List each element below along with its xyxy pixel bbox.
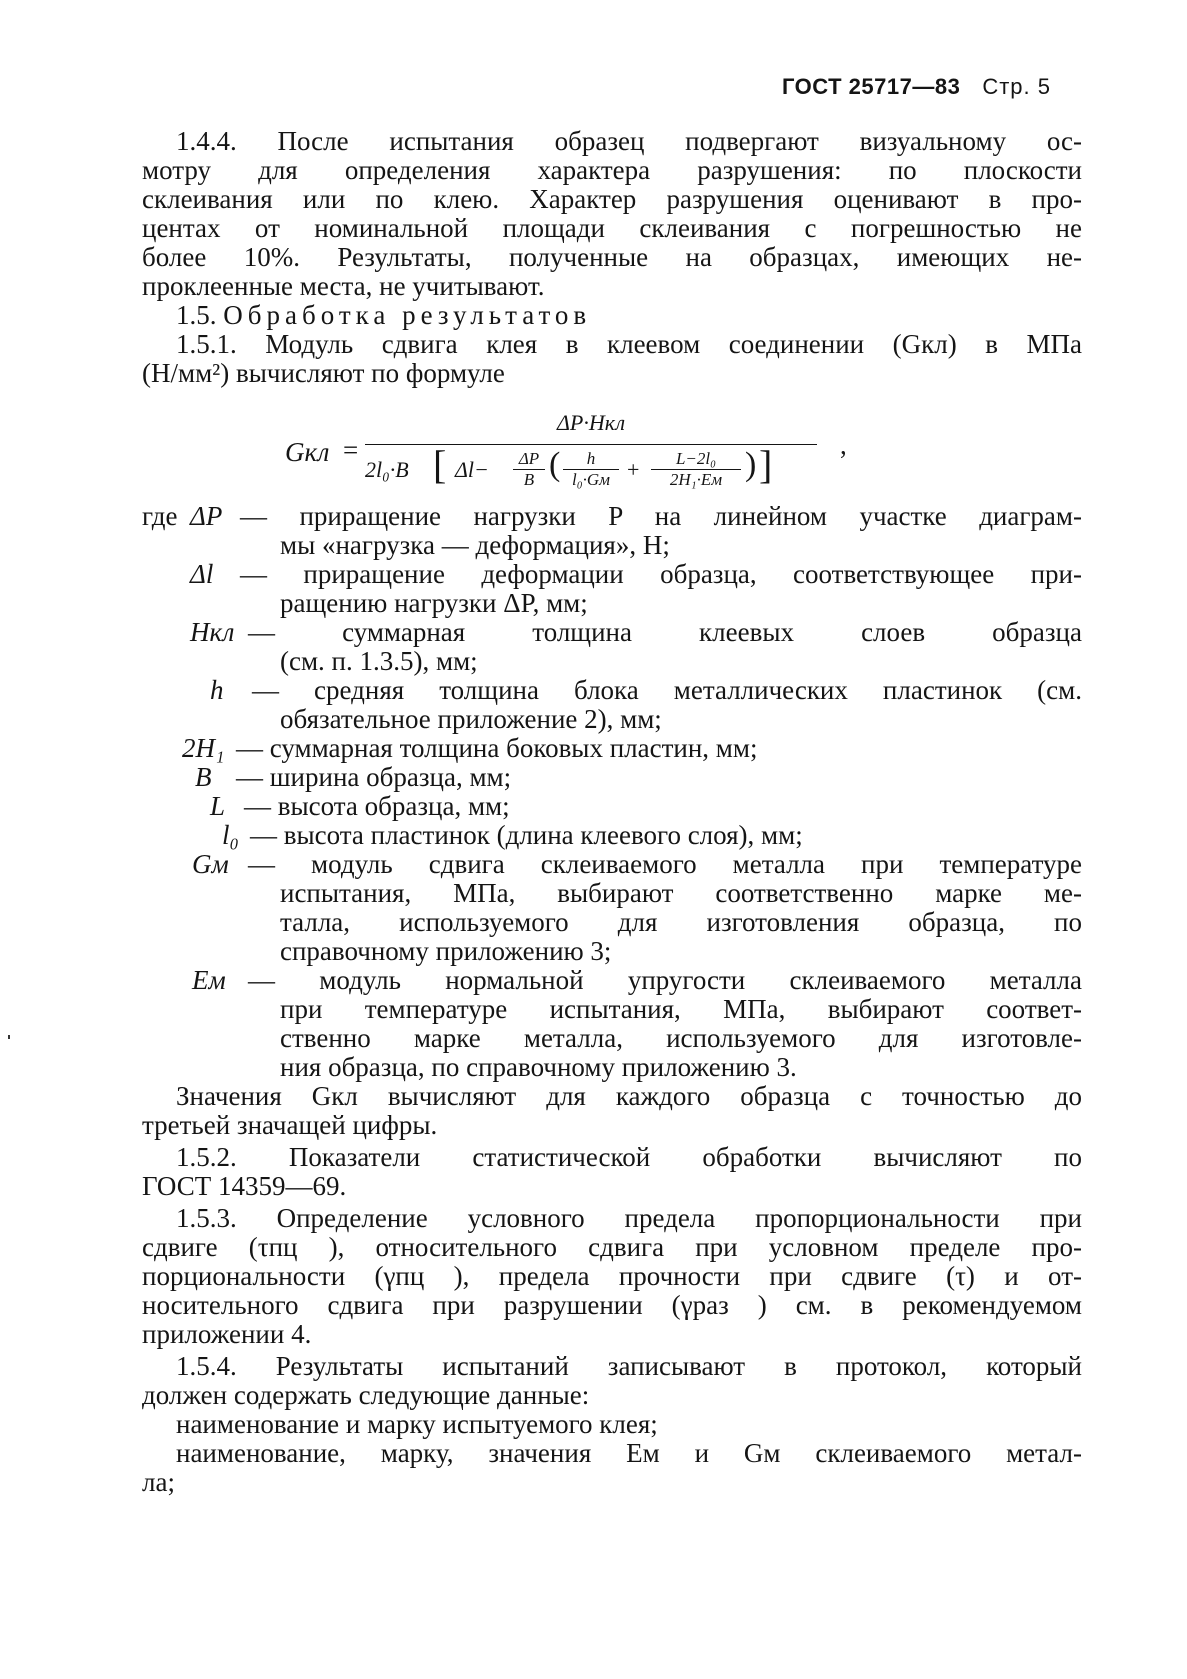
page-header <box>782 74 1082 100</box>
def-symbol: Gм <box>192 849 229 879</box>
def-symbol: 2H₁ <box>182 733 225 763</box>
open-paren: ( <box>549 446 561 483</box>
page-number: Стр. 5 <box>982 74 1052 99</box>
denom-start: 2l₀·B <box>365 457 409 482</box>
def-text: — средняя толщина блока металлических пластинок (см. <box>252 675 1082 705</box>
fraction-h <box>563 449 619 490</box>
formula-comma: , <box>840 430 847 460</box>
plus-sign: + <box>627 457 640 482</box>
def-text: — высота образца, мм; <box>244 791 510 821</box>
def-text: — модуль нормальной упругости склеиваемого металла <box>248 965 1082 995</box>
text-line: наименование и марку испытуемого клея; <box>176 1409 658 1439</box>
fraction-dp-b <box>513 449 545 490</box>
def-symbol: Eм <box>192 965 226 995</box>
text-line: должен содержать следующие данные: <box>142 1380 590 1410</box>
formula-numerator: ΔP·Hкл <box>557 410 626 435</box>
scan-speck <box>8 1035 10 1039</box>
fraction-num: ΔP <box>518 449 540 468</box>
where-label: где <box>142 501 178 531</box>
def-symbol: ΔP <box>190 501 223 531</box>
def-symbol: L <box>210 791 226 821</box>
denom-delta-l: Δl− <box>455 457 489 482</box>
text-line: более 10%. Результаты, полученные на образцах, имеющих не- <box>142 242 1082 272</box>
formula-equals: = <box>343 435 359 465</box>
def-text: ращению нагрузки ΔP, мм; <box>280 588 588 618</box>
text-line: третьей значащей цифры. <box>142 1110 438 1140</box>
def-text: мы «нагрузка — деформация», Н; <box>280 530 670 560</box>
def-text: — суммарная толщина клеевых слоев образца <box>248 617 1082 647</box>
def-text: (см. п. 1.3.5), мм; <box>280 646 478 676</box>
def-symbol: Hкл <box>190 617 235 647</box>
text-line: мотру для определения характера разрушения: по плоскости <box>142 155 1082 185</box>
text-line: 1.5.3. Определение условного предела пропорциональности при <box>176 1203 1082 1233</box>
text-line: Значения Gкл вычисляют для каждого образца с точностью до <box>176 1081 1082 1111</box>
text-line: 1.5.1. Модуль сдвига клея в клеевом соединении (Gкл) в МПа <box>176 329 1082 359</box>
formula-denominator <box>365 442 825 495</box>
def-text: — высота пластинок (длина клеевого слоя), мм; <box>250 820 803 850</box>
close-paren: ) <box>745 446 757 483</box>
def-symbol: l₀ <box>222 820 239 850</box>
fraction-l <box>651 449 741 490</box>
def-symbol: B <box>195 762 212 792</box>
def-text: — суммарная толщина боковых пластин, мм; <box>236 733 758 763</box>
def-text: обязательное приложение 2), мм; <box>280 704 662 734</box>
text-line: проклеенные места, не учитывают. <box>142 271 545 301</box>
def-text: — приращение деформации образца, соответствующее при- <box>240 559 1082 589</box>
fraction-num: L−2l₀ <box>675 449 717 468</box>
def-text: — приращение нагрузки P на линейном участке диаграм- <box>240 501 1082 531</box>
text-line: (Н/мм²) вычисляют по формуле <box>142 358 505 388</box>
standard-number: ГОСТ 25717—83 <box>782 74 961 99</box>
text-line: склеивания или по клею. Характер разрушения оценивают в про- <box>142 184 1082 214</box>
fraction-den: 2H₁·Eм <box>669 470 723 489</box>
text-line: 1.4.4. После испытания образец подвергают визуальному ос- <box>176 126 1082 156</box>
def-text: ственно марке металла, используемого для изготовле- <box>280 1023 1082 1053</box>
text-line: ГОСТ 14359—69. <box>142 1171 347 1201</box>
fraction-num: h <box>586 449 596 468</box>
def-text: испытания, МПа, выбирают соответственно марке ме- <box>280 878 1082 908</box>
section-title: Обработка результатов <box>223 300 592 330</box>
text-line: сдвиге (τпц ), относительного сдвига при условном пределе про- <box>142 1232 1082 1262</box>
text-line: порциональности (γпц ), предела прочности при сдвиге (τ) и от- <box>142 1261 1082 1291</box>
text-line: ла; <box>142 1467 175 1497</box>
def-text: талла, используемого для изготовления образца, по <box>280 907 1082 937</box>
def-symbol: Δl <box>190 559 214 589</box>
text-line: носительного сдвига при разрушении (γраз ) см. в рекомендуемом <box>142 1290 1082 1320</box>
formula-lhs: Gкл <box>285 437 330 467</box>
def-text: ния образца, по справочному приложению 3. <box>280 1052 797 1082</box>
fraction-den: B <box>523 470 535 489</box>
section-number: 1.5. <box>176 300 217 330</box>
fraction-den: l₀·Gм <box>571 470 610 489</box>
text-line: приложении 4. <box>142 1319 312 1349</box>
def-text: справочному приложению 3; <box>280 936 612 966</box>
text-line: наименование, марку, значения Eм и Gм склеиваемого метал- <box>176 1438 1082 1468</box>
text-line: центах от номинальной площади склеивания с погрешностью не <box>142 213 1082 243</box>
shear-modulus-formula <box>285 410 885 495</box>
def-text: при температуре испытания, МПа, выбирают соответ- <box>280 994 1082 1024</box>
def-text: — модуль сдвига склеиваемого металла при температуре <box>248 849 1082 879</box>
section-heading <box>176 299 1116 331</box>
def-symbol: h <box>210 675 224 705</box>
text-line: 1.5.2. Показатели статистической обработки вычисляют по <box>176 1142 1082 1172</box>
text-line: 1.5.4. Результаты испытаний записывают в протокол, который <box>176 1351 1082 1381</box>
close-bracket: ] <box>759 442 773 487</box>
def-text: — ширина образца, мм; <box>236 762 512 792</box>
open-bracket: [ <box>433 442 447 487</box>
